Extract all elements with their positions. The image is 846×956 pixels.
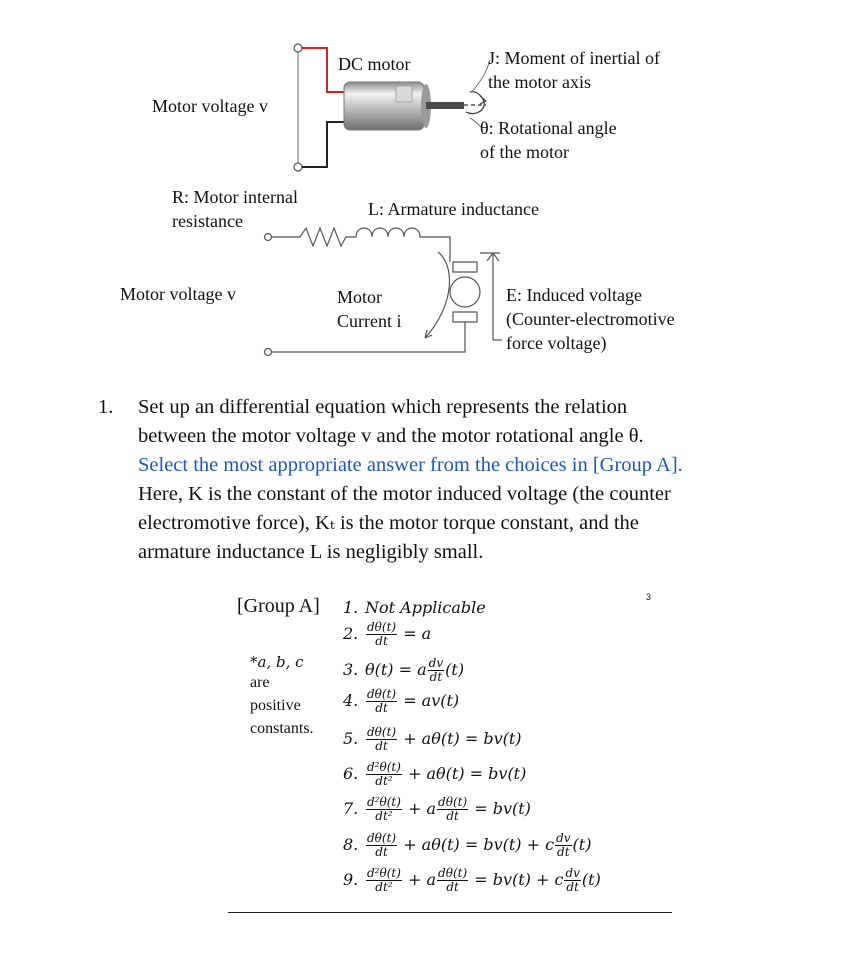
choice-4-numerator: dθ(t) [367,687,397,701]
choice-8-mid: + aθ(t) = bv(t) + c [403,835,555,854]
motor-current-label-line2: Current i [337,311,402,331]
choice-8 [343,832,591,859]
question-line-5: electromotive force), Kₜ is the motor torque constant, and the [138,512,639,534]
choice-9-mid-denominator: dt [446,880,459,894]
choice-8-rhs: (t) [572,835,592,854]
choice-7-rhs: = bv(t) [474,799,531,818]
choice-3 [343,657,464,684]
choice-7-numerator: d²θ(t) [367,795,401,809]
choice-3-numerator: dv [428,656,444,670]
choice-8-number: 8. [343,835,359,854]
choice-9-mid: + a [408,870,437,889]
choice-4 [343,688,459,715]
choice-4-number: 4. [343,691,359,710]
choice-6-numerator: d²θ(t) [367,760,401,774]
question-line-2: between the motor voltage v and the motor rotational angle θ. [138,425,644,447]
choice-7-denominator: dt² [375,809,393,823]
choice-2-numerator: dθ(t) [367,620,397,634]
choice-2-rhs: = a [403,624,432,643]
resistance-label-line2: resistance [172,211,243,231]
choice-9-mid-numerator: dθ(t) [438,866,468,880]
induced-voltage-label-line3: force voltage) [506,333,607,353]
choice-5-denominator: dt [375,739,388,753]
bottom-rule [228,912,672,913]
choice-2-number: 2. [343,624,359,643]
inductance-label: L: Armature inductance [368,199,539,219]
choice-3-denominator: dt [429,670,443,684]
resistance-label-line1: R: Motor internal [172,187,298,207]
question-line-1: Set up an differential equation which represents the relation [138,396,628,418]
choice-9-mid2-numerator: dv [565,866,580,880]
choice-9-mid2: = bv(t) + c [474,870,564,889]
angle-label-line1: θ: Rotational angle [480,118,617,138]
choice-4-denominator: dt [375,701,388,715]
choice-6-rhs: + aθ(t) = bv(t) [408,764,527,783]
choice-4-rhs: = av(t) [403,691,460,710]
question-instruction: Select the most appropriate answer from the choices in [Group A]. [138,454,683,476]
motor-voltage-label-bottom: Motor voltage v [120,284,236,304]
choice-1-number: 1. [343,598,359,617]
choice-7-mid: + a [408,799,437,818]
choice-5-numerator: dθ(t) [367,725,397,739]
choice-3-pre: θ(t) = a [365,660,427,679]
choice-6-denominator: dt² [375,774,393,788]
circuit-schematic [265,228,503,356]
choice-1 [343,598,486,617]
choice-8-denominator: dt [375,845,388,859]
question-line-6: armature inductance L is negligibly small. [138,541,484,563]
choice-2 [343,621,431,648]
constants-note-line1: *a, b, c [250,653,304,671]
group-title: [Group A] [237,595,320,617]
choice-6 [343,761,526,788]
constants-note-line3: positive [250,697,301,714]
choice-6-number: 6. [343,764,359,783]
question-number: 1. [98,396,114,418]
choice-5-number: 5. [343,729,359,748]
induced-voltage-label-line2: (Counter-electromotive [506,309,675,329]
choice-7-mid-denominator: dt [446,809,459,823]
inertia-label-line2: the motor axis [488,72,591,92]
question-line-4: Here, K is the constant of the motor induced voltage (the counter [138,483,671,505]
motor-current-label-line1: Motor [337,287,382,307]
choice-7 [343,796,531,823]
induced-voltage-label-line1: E: Induced voltage [506,285,642,305]
page-marker: 3 [646,592,652,602]
choice-5 [343,726,522,753]
choice-7-number: 7. [343,799,359,818]
choice-5-rhs: + aθ(t) = bv(t) [403,729,522,748]
choice-9 [343,867,601,894]
choice-9-numerator: d²θ(t) [367,866,401,880]
choice-3-post: (t) [445,660,465,679]
choice-9-mid2-denominator: dt [566,880,579,894]
choice-2-denominator: dt [375,634,388,648]
inertia-label-line1: J: Moment of inertial of [488,48,660,68]
choice-8-mid-denominator: dt [557,845,570,859]
constants-note-line2: are [250,674,270,691]
choice-1-text: Not Applicable [365,598,486,617]
motor-voltage-label-top: Motor voltage v [152,96,268,116]
choice-3-number: 3. [343,660,359,679]
choice-8-numerator: dθ(t) [367,831,397,845]
choice-9-rhs: (t) [581,870,601,889]
constants-note-line4: constants. [250,720,314,737]
angle-label-line2: of the motor [480,142,569,162]
choice-8-mid-numerator: dv [556,831,571,845]
choice-9-denominator: dt² [375,880,393,894]
dc-motor-label: DC motor [338,54,411,74]
choice-7-mid-numerator: dθ(t) [438,795,468,809]
choice-9-number: 9. [343,870,359,889]
